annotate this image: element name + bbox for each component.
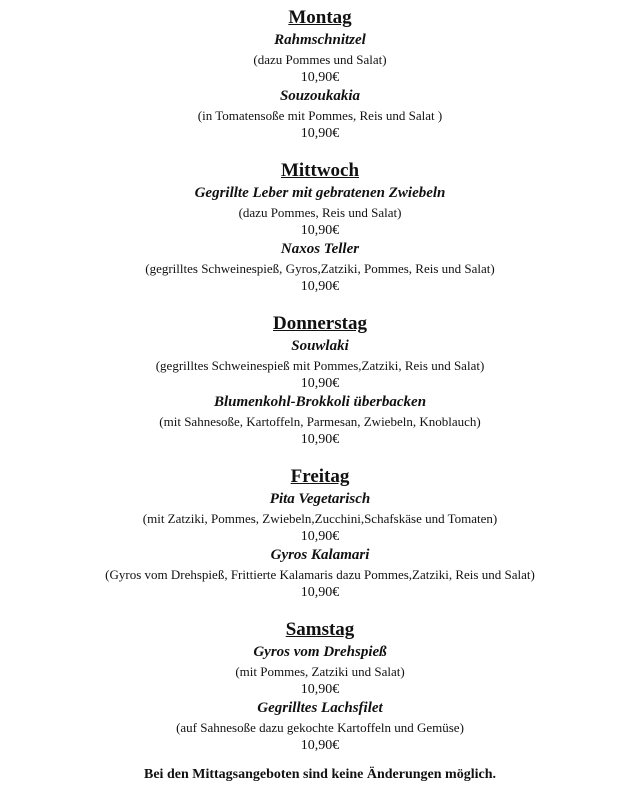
dish-item	[0, 545, 640, 601]
dish-price: 10,90€	[300, 279, 340, 294]
dish-description: (mit Sahnesoße, Kartoffeln, Parmesan, Zwiebeln, Knoblauch)	[159, 414, 481, 429]
day-title: Freitag	[290, 466, 350, 487]
dish-name: Blumenkohl-Brokkoli überbacken	[213, 394, 427, 410]
dish-description: (dazu Pommes und Salat)	[253, 52, 387, 67]
dish-description: (mit Pommes, Zatziki und Salat)	[235, 664, 405, 679]
dish-price: 10,90€	[300, 223, 340, 238]
dish-item	[0, 489, 640, 545]
dish-description: (gegrilltes Schweinespieß, Gyros,Zatziki, Pommes, Reis und Salat)	[145, 261, 495, 276]
dish-item	[0, 86, 640, 142]
day-title: Mittwoch	[280, 160, 360, 181]
dish-description: (in Tomatensoße mit Pommes, Reis und Salat )	[197, 108, 443, 123]
day-section-montag	[0, 6, 640, 142]
dish-name: Souzoukakia	[279, 88, 361, 104]
dish-price: 10,90€	[300, 529, 340, 544]
dish-price: 10,90€	[300, 70, 340, 85]
dish-name: Gegrilltes Lachsfilet	[257, 700, 383, 716]
day-title: Donnerstag	[273, 313, 367, 334]
dish-name: Souwlaki	[291, 338, 349, 354]
dish-description: (auf Sahnesoße dazu gekochte Kartoffeln und Gemüse)	[176, 720, 464, 735]
dish-price: 10,90€	[300, 432, 340, 447]
footer-note: Bei den Mittagsangeboten sind keine Änderungen möglich.	[144, 767, 496, 782]
dish-name: Gegrillte Leber mit gebratenen Zwiebeln	[194, 185, 446, 201]
dish-price: 10,90€	[300, 682, 340, 697]
dish-item	[0, 698, 640, 754]
dish-price: 10,90€	[300, 585, 340, 600]
dish-description: (Gyros vom Drehspieß, Frittierte Kalamaris dazu Pommes,Zatziki, Reis und Salat)	[105, 567, 535, 582]
day-title: Samstag	[285, 619, 355, 640]
dish-name: Naxos Teller	[280, 241, 360, 257]
day-title: Montag	[288, 7, 352, 28]
dish-description: (gegrilltes Schweinespieß mit Pommes,Zatziki, Reis und Salat)	[155, 358, 485, 373]
day-section-mittwoch	[0, 159, 640, 295]
day-section-donnerstag	[0, 312, 640, 448]
dish-price: 10,90€	[300, 376, 340, 391]
dish-item	[0, 239, 640, 295]
dish-description: (dazu Pommes, Reis und Salat)	[238, 205, 402, 220]
dish-item	[0, 30, 640, 86]
dish-item	[0, 392, 640, 448]
dish-name: Gyros vom Drehspieß	[253, 644, 387, 660]
day-section-freitag	[0, 465, 640, 601]
dish-price: 10,90€	[300, 126, 340, 141]
dish-name: Gyros Kalamari	[270, 547, 370, 563]
dish-name: Pita Vegetarisch	[269, 491, 371, 507]
dish-item	[0, 642, 640, 698]
dish-item	[0, 183, 640, 239]
dish-item	[0, 336, 640, 392]
day-section-samstag	[0, 618, 640, 754]
dish-description: (mit Zatziki, Pommes, Zwiebeln,Zucchini,Schafskäse und Tomaten)	[142, 511, 498, 526]
dish-price: 10,90€	[300, 738, 340, 753]
dish-name: Rahmschnitzel	[274, 32, 366, 48]
